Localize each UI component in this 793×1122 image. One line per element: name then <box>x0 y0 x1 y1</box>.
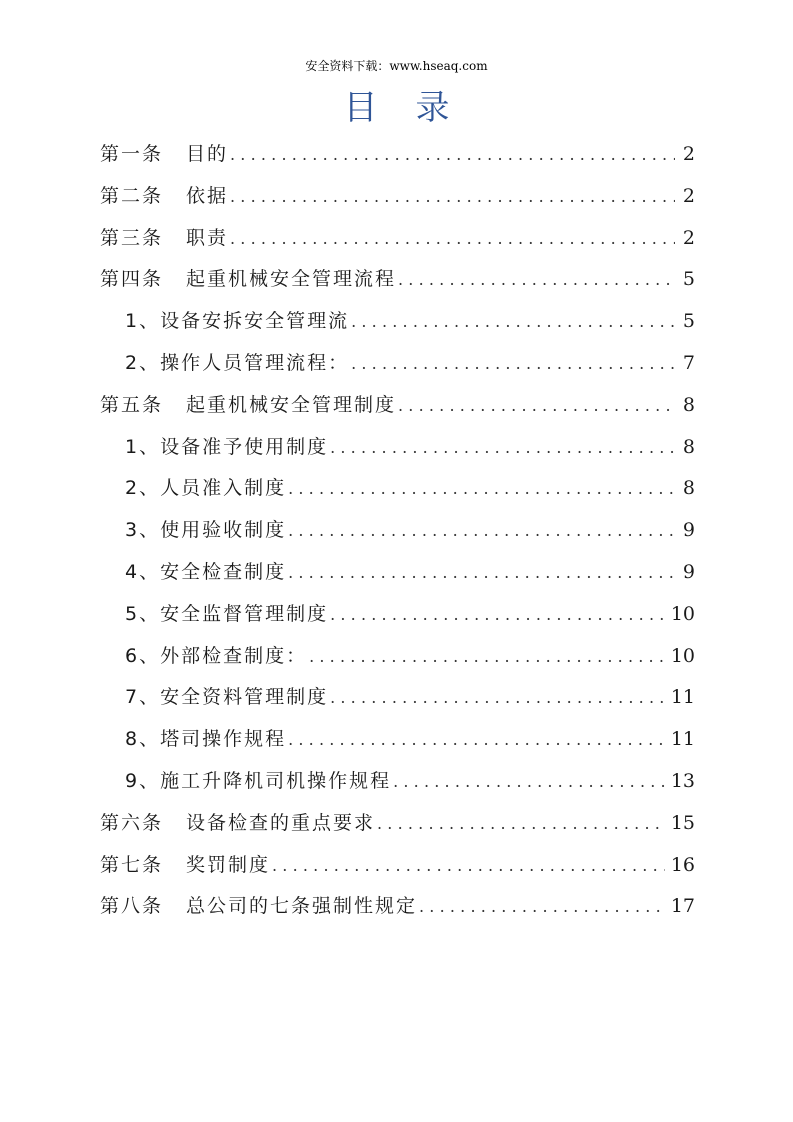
toc-entry-number: 第七条 <box>100 853 164 876</box>
toc-dot-leader <box>393 761 665 803</box>
toc-entry-number: 第二条 <box>100 184 164 207</box>
toc-entry-title: 目的 <box>186 143 229 165</box>
toc-entry[interactable] <box>100 343 695 385</box>
toc-entry[interactable] <box>100 636 695 678</box>
toc-entry-title: 起重机械安全管理流程 <box>186 268 397 291</box>
toc-entry[interactable] <box>100 594 695 636</box>
toc-entry[interactable] <box>100 886 695 928</box>
toc-entry-title: 外部检查制度： <box>160 644 308 667</box>
toc-entry-page-number: 2 <box>682 184 695 207</box>
toc-entry-page-number: 10 <box>670 602 695 625</box>
toc-entry-page-number: 17 <box>670 895 695 918</box>
toc-entry[interactable] <box>100 218 695 260</box>
toc-entry[interactable] <box>100 719 695 761</box>
toc-entry-number: 9、 <box>125 769 161 792</box>
toc-entry[interactable] <box>100 845 695 887</box>
toc-entry-page-number: 10 <box>670 644 695 667</box>
toc-entry-number: 第八条 <box>100 895 164 918</box>
toc-entry[interactable] <box>100 468 695 510</box>
toc-entry-number: 1、 <box>125 435 161 458</box>
toc-entry-title: 人员准入制度 <box>160 477 287 500</box>
toc-entry-title: 使用验收制度 <box>160 519 287 542</box>
toc-entry-title: 安全资料管理制度 <box>160 686 329 709</box>
toc-entry-page-number: 11 <box>670 686 695 709</box>
toc-entry-page-number: 13 <box>670 769 695 792</box>
toc-entry-title: 设备检查的重点要求 <box>186 811 376 834</box>
toc-entry-title: 设备安拆安全管理流 <box>160 310 350 333</box>
toc-entry[interactable] <box>100 427 695 469</box>
toc-entry-number: 第四条 <box>100 268 164 291</box>
toc-dot-leader <box>330 677 665 719</box>
toc-entry-number: 2、 <box>125 351 161 374</box>
toc-dot-leader <box>330 594 665 636</box>
toc-entry-page-number: 2 <box>682 143 695 165</box>
toc-entry-number: 5、 <box>125 602 161 625</box>
toc-dot-leader <box>288 468 675 510</box>
toc-dot-leader <box>377 803 665 845</box>
toc-entry-page-number: 5 <box>682 310 695 333</box>
toc-entry[interactable] <box>100 176 695 218</box>
toc-entry-title: 依据 <box>186 184 229 207</box>
toc-entry-number: 第六条 <box>100 811 164 834</box>
toc-entry-number: 6、 <box>125 644 161 667</box>
toc-dot-leader <box>309 636 665 678</box>
toc-entry-number: 2、 <box>125 477 161 500</box>
toc-entry-number: 8、 <box>125 728 161 751</box>
toc-entry[interactable] <box>100 803 695 845</box>
toc-entry-page-number: 8 <box>682 477 695 500</box>
toc-entry-number: 7、 <box>125 686 161 709</box>
toc-entry[interactable] <box>100 677 695 719</box>
toc-entry-title: 操作人员管理流程： <box>160 351 350 374</box>
toc-dot-leader <box>288 552 675 594</box>
toc-entry-title: 安全检查制度 <box>160 560 287 583</box>
toc-dot-leader <box>351 343 675 385</box>
toc-entry-title: 总公司的七条强制性规定 <box>186 895 418 918</box>
toc-entry-title: 起重机械安全管理制度 <box>186 393 397 416</box>
toc-entry-page-number: 16 <box>670 853 695 876</box>
toc-entry-page-number: 9 <box>682 519 695 542</box>
toc-dot-leader <box>330 427 675 469</box>
toc-dot-leader <box>272 845 665 887</box>
page-header: 安全资料下载：www.hseaq.com <box>305 59 488 73</box>
toc-dot-leader <box>398 259 675 301</box>
toc-dot-leader <box>398 385 675 427</box>
toc-entry-page-number: 7 <box>682 351 695 374</box>
toc-entry-number: 3、 <box>125 519 161 542</box>
toc-dot-leader <box>230 134 675 176</box>
toc-entry-page-number: 8 <box>682 435 695 458</box>
toc-entry-page-number: 9 <box>682 560 695 583</box>
toc-entry-page-number: 2 <box>682 226 695 249</box>
toc-dot-leader <box>288 510 675 552</box>
toc-entry-title: 奖罚制度 <box>186 853 271 876</box>
toc-dot-leader <box>230 218 675 260</box>
toc-entry-title: 安全监督管理制度 <box>160 602 329 625</box>
toc-entry[interactable] <box>100 301 695 343</box>
toc-entry-title: 施工升降机司机操作规程 <box>160 769 392 792</box>
toc-entry-page-number: 15 <box>670 811 695 834</box>
toc-entry-number: 第三条 <box>100 226 164 249</box>
toc-entry-number: 4、 <box>125 560 161 583</box>
toc-entry-title: 设备准予使用制度 <box>160 435 329 458</box>
toc-entry[interactable] <box>100 259 695 301</box>
toc-dot-leader <box>351 301 675 343</box>
toc-dot-leader <box>288 719 665 761</box>
toc-entry-title: 职责 <box>186 226 229 249</box>
toc-entry-number: 1、 <box>125 310 161 333</box>
toc-entry[interactable] <box>100 761 695 803</box>
toc-entry-page-number: 8 <box>682 393 695 416</box>
toc-entry-number: 第一条 <box>100 143 164 165</box>
toc-entry[interactable] <box>100 134 695 176</box>
toc-title: 目录 <box>343 88 488 128</box>
table-of-contents <box>100 134 695 928</box>
toc-entry-title: 塔司操作规程 <box>160 728 287 751</box>
toc-entry[interactable] <box>100 552 695 594</box>
toc-entry[interactable] <box>100 510 695 552</box>
toc-entry[interactable] <box>100 385 695 427</box>
toc-entry-number: 第五条 <box>100 393 164 416</box>
toc-entry-page-number: 11 <box>670 728 695 751</box>
toc-dot-leader <box>419 886 665 928</box>
toc-dot-leader <box>230 176 675 218</box>
toc-entry-page-number: 5 <box>682 268 695 291</box>
